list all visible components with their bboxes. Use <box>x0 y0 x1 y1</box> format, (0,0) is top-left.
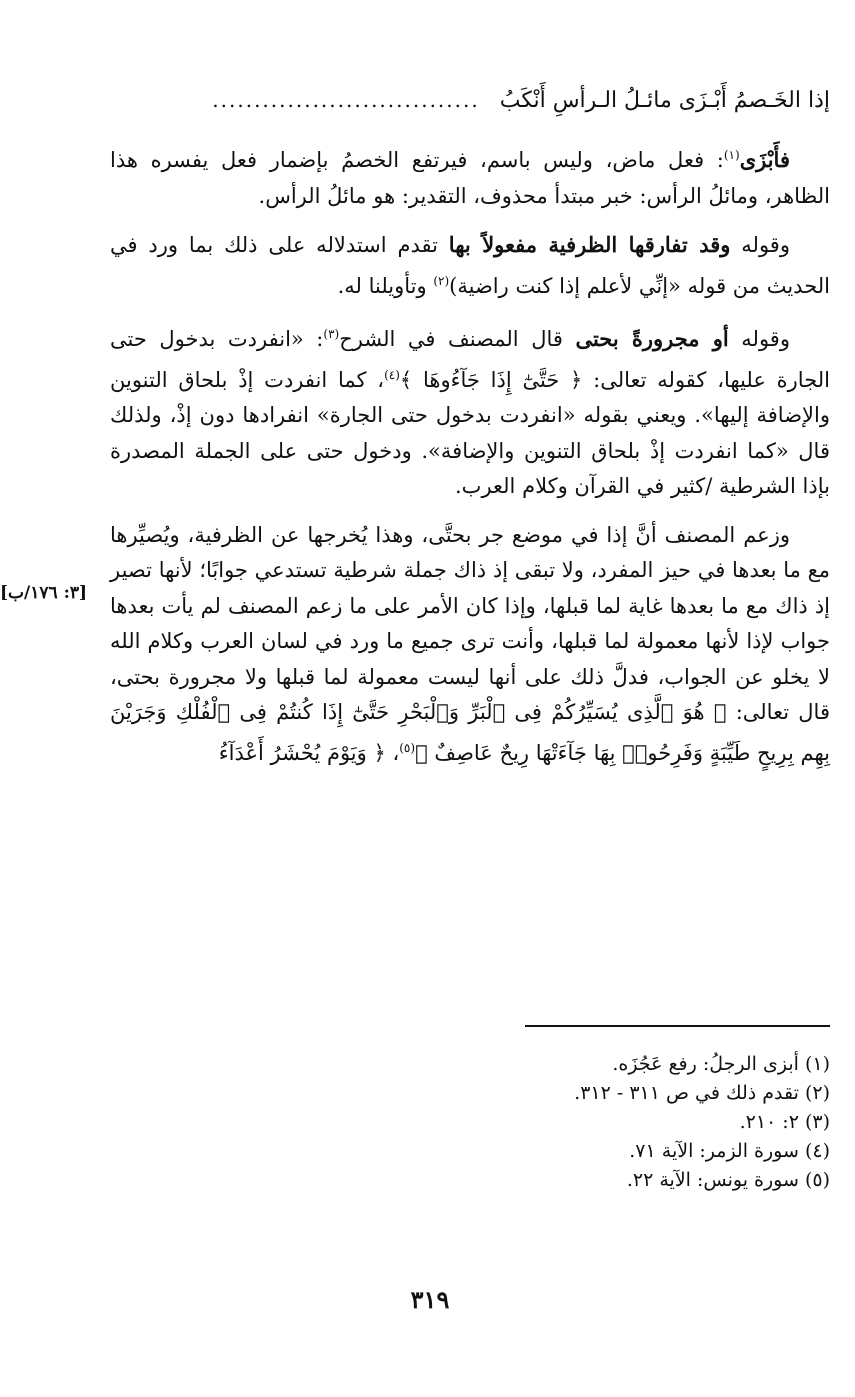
manuscript-folio-reference: [٣: ١٧٦/ب] <box>0 583 88 603</box>
paragraph-3-bold-phrase: أو مجرورةً بحتى <box>575 326 729 351</box>
paragraph-4-text-end: ، ﴿ وَيَوْمَ يُحْشَرُ أَعْدَآءُ <box>218 740 400 765</box>
footnote-marker-3: (٣) <box>323 327 340 341</box>
footnote-separator <box>525 1025 830 1027</box>
paragraph-2-bold-phrase: وقد تفارقها الظرفية مفعولاً بها <box>448 232 731 257</box>
footnote-1: (١) أبزى الرجلُ: رفع عَجُزَه. <box>612 1053 830 1075</box>
paragraph-1 <box>110 138 830 214</box>
paragraph-2-lead: وقوله <box>741 233 790 257</box>
footnote-2: (٢) تقدم ذلك في ص ٣١١ - ٣١٢. <box>574 1082 830 1104</box>
paragraph-3-lead: وقوله <box>741 327 790 351</box>
paragraph-4 <box>110 518 830 772</box>
page-number: ٣١٩ <box>410 1285 450 1314</box>
poetry-verse-line <box>120 70 830 130</box>
paragraph-1-prefix: فأَبْزَى <box>739 147 790 172</box>
main-text <box>110 138 830 784</box>
footnote-marker-5: (٥) <box>399 740 416 755</box>
paragraph-1-text: : فعل ماض، وليس باسم، فيرتفع الخصمُ بإضمار فعل يفسره هذا الظاهر، ومائلُ الرأس: خبر مبتدأ محذوف، التقدير: هو مائلُ الرأس. <box>110 148 830 208</box>
paragraph-3-text-3: ، كما انفردت إذْ بلحاق التنوين والإضافة إليها». ويعني بقوله «انفردت بدخول حتى الجارة» انفرادها دون إذْ، ولذلك قال «كما انفردت إذْ بلحاق التنوين والإضافة». ودخول حتى على الجملة المصدرة بإذا الشرطية /كثير في القرآن وكلام العرب. <box>110 367 830 498</box>
poetry-verse-text: إذا الخَـصمُ أَبْـزَى مائـلُ الـرأسِ أَنْكَبُ <box>499 87 830 113</box>
verse-ellipsis: ................................ <box>212 88 480 112</box>
footnote-3: (٣) ٢: ٢١٠. <box>739 1111 830 1133</box>
paragraph-2-text-end: وتأويلنا له. <box>337 273 434 298</box>
paragraph-4-text: وزعم المصنف أنَّ إذا في موضع جر بحتَّى، وهذا يُخرجها عن الظرفية، ويُصيِّرها مع ما بعدها في حيز المفرد، ولا تبقى إذ ذاك جملة شرطية تستدعي جوابًا؛ لأنها تصير إذ ذاك مع ما بعدها غاية لما قبلها، وإذا كان الأمر على ما زعم المصنف لم يأت بعدها جواب لإذا لأنها معمولة لما قبلها، وأنت ترى جميع ما ورد في لسان العرب وكلام الله لا يخلو عن الجواب، فدلَّ ذلك على أنها ليست معمولة لما قبلها ولا مجرورة بحتى، قال تعالى: ﴿ هُوَ ٱلَّذِى يُسَيِّرُكُمْ فِى ٱلْبَرِّ وَٱلْبَحْرِ حَتَّىٰٓ إِذَا كُنتُمْ فِى ٱلْفُلْكِ وَجَرَيْنَ بِهِم بِرِيحٍ طَيِّبَةٍ وَفَرِحُوا۟ بِهَا جَآءَتْهَا رِيحٌ عَاصِفٌ ﴾ <box>110 522 830 765</box>
footnotes <box>110 1050 830 1195</box>
paragraph-3 <box>110 317 830 505</box>
footnote-marker-2: (٢) <box>433 273 450 288</box>
footnote-4: (٤) سورة الزمر: الآية ٧١. <box>629 1140 830 1162</box>
footnote-marker-1: (١) <box>723 148 740 162</box>
paragraph-2-text: تقدم استدلاله على ذلك بما ورد في الحديث من قوله «إنِّي لأعلم إذا كنت راضية) <box>110 233 830 298</box>
footnote-5: (٥) سورة يونس: الآية ٢٢. <box>626 1169 830 1191</box>
footnote-marker-4: (٤) <box>384 367 400 382</box>
paragraph-3-text: قال المصنف في الشرح <box>339 327 563 351</box>
paragraph-2 <box>110 227 830 304</box>
paragraph-3-text-2: : «انفردت بدخول حتى الجارة عليها، كقوله تعالى: ﴿ حَتَّىٰٓ إِذَا جَآءُوهَا ﴾ <box>110 327 830 392</box>
